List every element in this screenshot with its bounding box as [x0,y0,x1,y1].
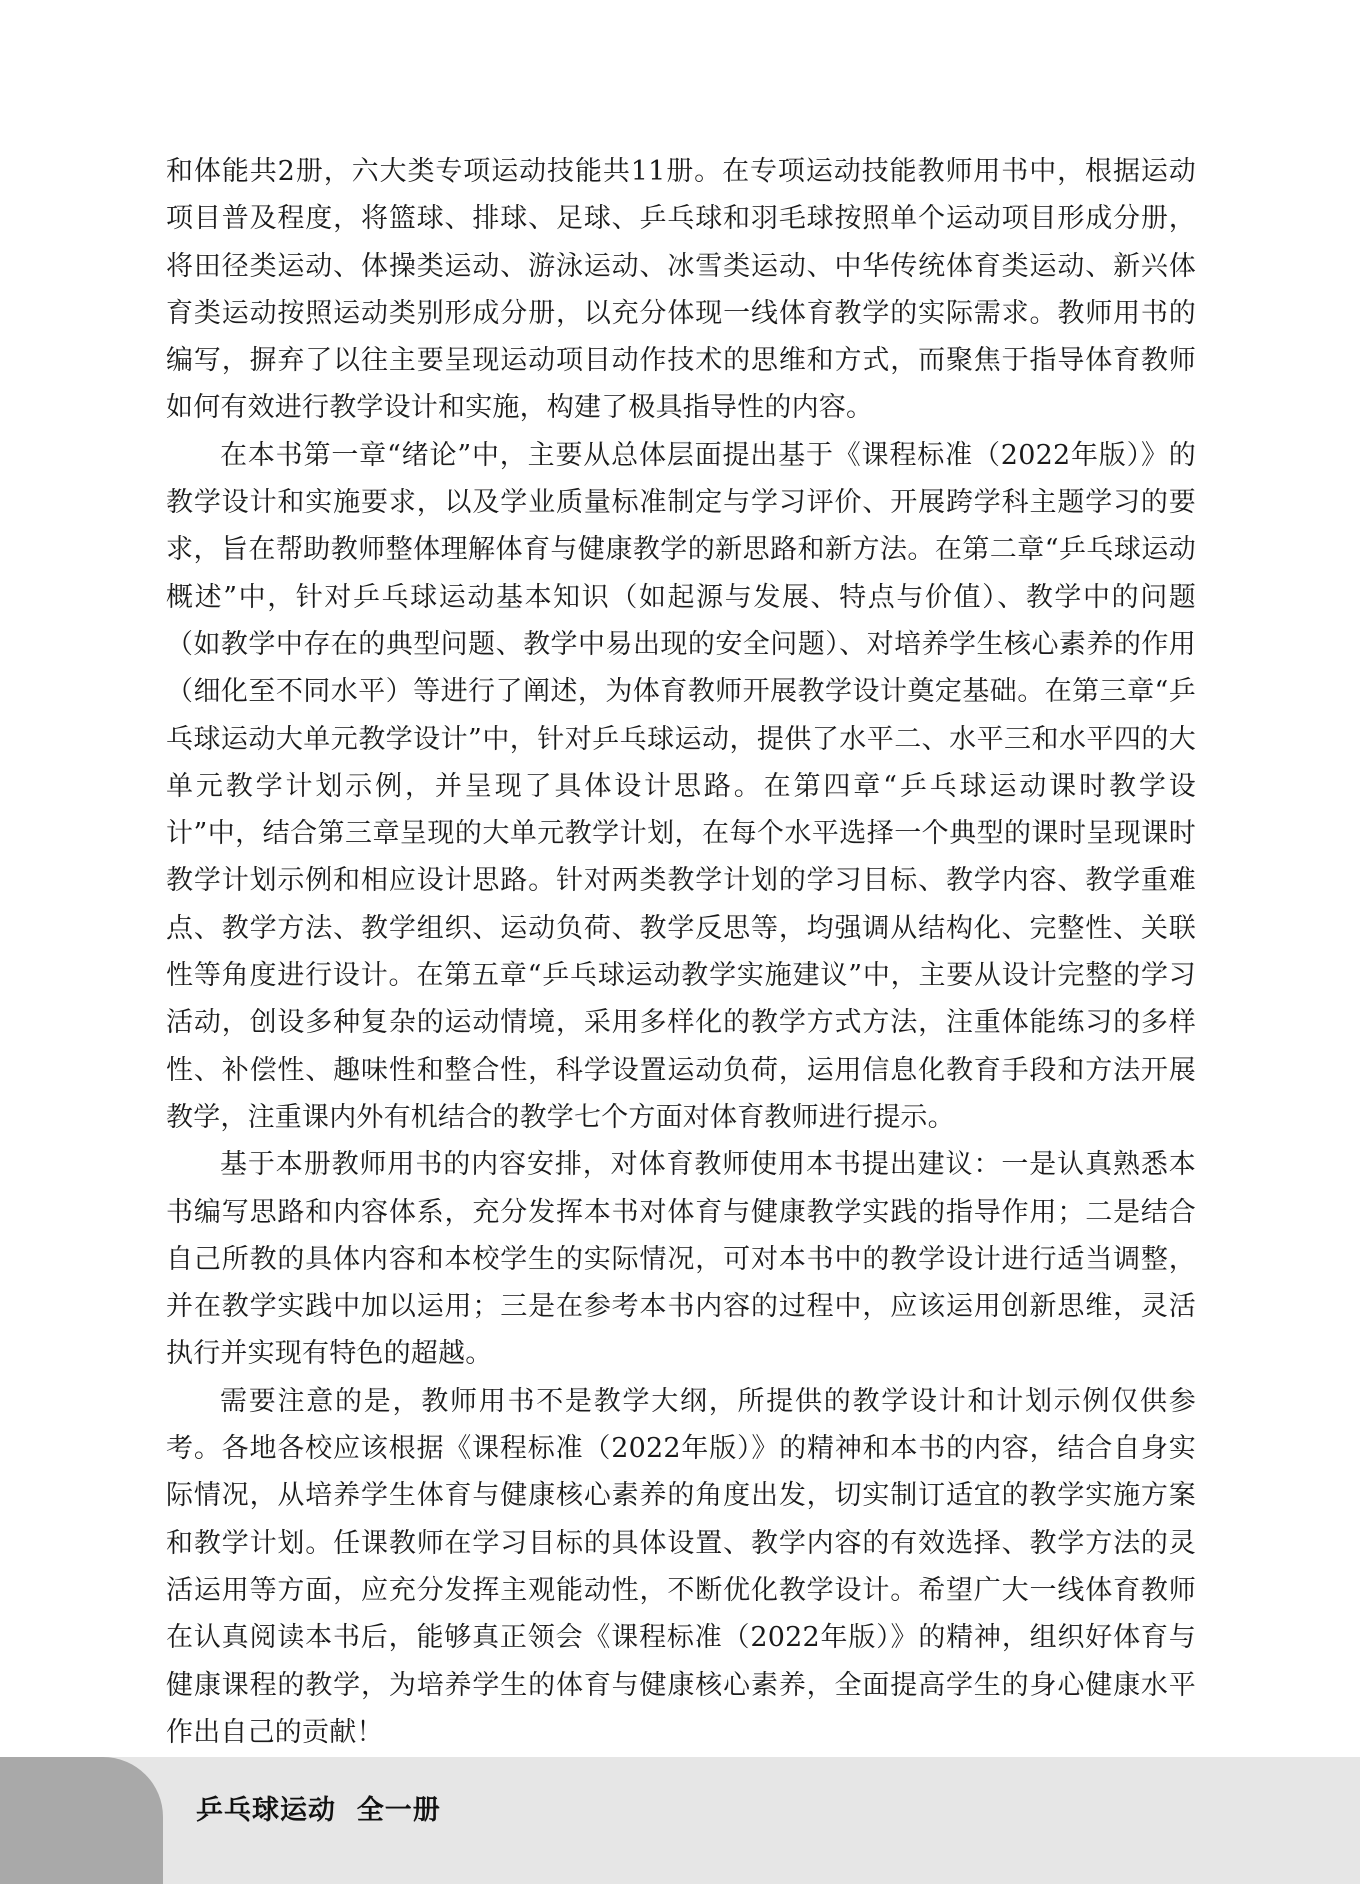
paragraph-notes: 需要注意的是，教师用书不是教学大纲，所提供的教学设计和计划示例仅供参考。各地各校应该根据《课程标准（2022年版）》的精神和本书的内容，结合自身实际情况，从培养学生体育与健康核心素养的角度出发，切实制订适宜的教学实施方案和教学计划。任课教师在学习目标的具体设置、教学内容的有效选择、教学方法的灵活运用等方面，应充分发挥主观能动性，不断优化教学设计。希望广大一线体育教师在认真阅读本书后，能够真正领会《课程标准（2022年版）》的精神，组织好体育与健康课程的教学，为培养学生的体育与健康核心素养，全面提高学生的身心健康水平作出自己的贡献！ [166,1385,1196,1748]
footer-book-title: 乒乓球运动 全一册 [196,1795,441,1826]
footer-tab [0,1757,163,1884]
paragraph-usage-suggestions: 基于本册教师用书的内容安排，对体育教师使用本书提出建议：一是认真熟悉本书编写思路和内容体系，充分发挥本书对体育与健康教学实践的指导作用；二是结合自己所教的具体内容和本校学生的实际情况，可对本书中的教学设计进行适当调整，并在教学实践中加以运用；三是在参考本书内容的过程中，应该运用创新思维，灵活执行并实现有特色的超越。 [166,1149,1196,1370]
paragraph-continued: 和体能共2册，六大类专项运动技能共11册。在专项运动技能教师用书中，根据运动项目普及程度，将篮球、排球、足球、乒乓球和羽毛球按照单个运动项目形成分册，将田径类运动、体操类运动、游泳运动、冰雪类运动、中华传统体育类运动、新兴体育类运动按照运动类别形成分册，以充分体现一线体育教学的实际需求。教师用书的编写，摒弃了以往主要呈现运动项目动作技术的思维和方式，而聚焦于指导体育教师如何有效进行教学设计和实施，构建了极具指导性的内容。 [166,156,1196,424]
paragraph-chapter-overview: 在本书第一章“绪论”中，主要从总体层面提出基于《课程标准（2022年版）》的教学设计和实施要求，以及学业质量标准制定与学习评价、开展跨学科主题学习的要求，旨在帮助教师整体理解体育与健康教学的新思路和新方法。在第二章“乒乓球运动概述”中，针对乒乓球运动基本知识（如起源与发展、特点与价值）、教学中的问题（如教学中存在的典型问题、教学中易出现的安全问题）、对培养学生核心素养的作用（细化至不同水平）等进行了阐述，为体育教师开展教学设计奠定基础。在第三章“乒乓球运动大单元教学设计”中，针对乒乓球运动，提供了水平二、水平三和水平四的大单元教学计划示例，并呈现了具体设计思路。在第四章“乒乓球运动课时教学设计”中，结合第三章呈现的大单元教学计划，在每个水平选择一个典型的课时呈现课时教学计划示例和相应设计思路。针对两类教学计划的学习目标、教学内容、教学重难点、教学方法、教学组织、运动负荷、教学反思等，均强调从结构化、完整性、关联性等角度进行设计。在第五章“乒乓球运动教学实施建议”中，主要从设计完整的学习活动，创设多种复杂的运动情境，采用多样化的教学方式方法，注重体能练习的多样性、补偿性、趣味性和整合性，科学设置运动负荷，运用信息化教育手段和方法开展教学，注重课内外有机结合的教学七个方面对体育教师进行提示。 [166,439,1196,1133]
body-text [166,148,1196,1756]
